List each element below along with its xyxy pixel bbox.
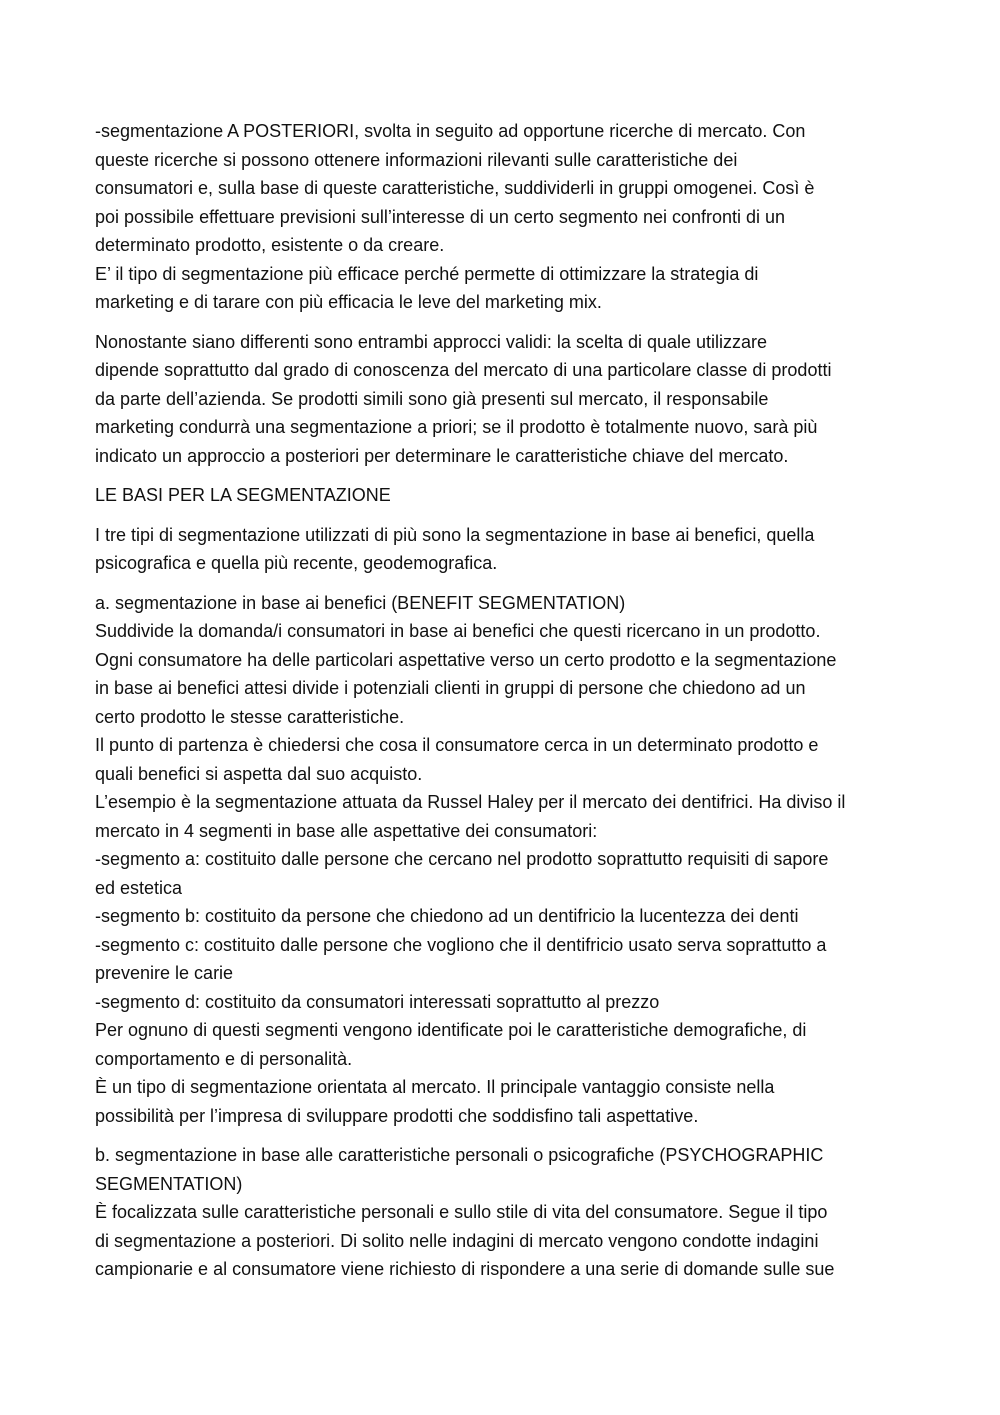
text-line: determinato prodotto, esistente o da creare.: [95, 235, 445, 255]
paragraph-psychographic-segmentation: [95, 1141, 910, 1284]
text-line: -segmento d: costituito da consumatori interessati soprattutto al prezzo: [95, 991, 660, 1012]
text-line: Suddivide la domanda/i consumatori in base ai benefici che questi ricercano in un prodotto.: [95, 621, 821, 641]
text-line: È focalizzata sulle caratteristiche personali e sullo stile di vita del consumatore. Segue il tipo: [95, 1202, 828, 1222]
text-line: Ogni consumatore ha delle particolari aspettative verso un certo prodotto e la segmentazione: [95, 649, 837, 670]
text-line: comportamento e di personalità.: [95, 1048, 353, 1069]
text-line: L’esempio è la segmentazione attuata da Russel Haley per il mercato dei dentifrici. Ha diviso il: [95, 792, 846, 812]
section-heading: [95, 481, 910, 510]
document-page: [95, 117, 910, 1295]
heading-text: LE BASI PER LA SEGMENTAZIONE: [95, 485, 391, 505]
text-line: mercato in 4 segmenti in base alle aspettative dei consumatori:: [95, 820, 598, 841]
text-line: ed estetica: [95, 877, 183, 898]
paragraph-posteriori: [95, 117, 910, 317]
text-line: queste ricerche si possono ottenere informazioni rilevanti sulle caratteristiche dei: [95, 149, 738, 170]
text-line: in base ai benefici attesi divide i potenziali clienti in gruppi di persone che chiedono ad un: [95, 678, 806, 698]
text-line: certo prodotto le stesse caratteristiche.: [95, 706, 405, 727]
text-line: -segmentazione A POSTERIORI, svolta in seguito ad opportune ricerche di mercato. Con: [95, 121, 806, 141]
text-line: Nonostante siano differenti sono entrambi approcci validi: la scelta di quale utilizzare: [95, 331, 768, 352]
text-line: marketing e di tarare con più efficacia le leve del marketing mix.: [95, 292, 602, 312]
text-line: SEGMENTATION): [95, 1173, 243, 1194]
text-line: Per ognuno di questi segmenti vengono identificate poi le caratteristiche demografiche, di: [95, 1020, 807, 1040]
text-line: poi possibile effettuare previsioni sull’interesse di un certo segmento nei confronti di un: [95, 206, 786, 227]
text-line: b. segmentazione in base alle caratteristiche personali o psicografiche (PSYCHOGRAPHIC: [95, 1145, 824, 1165]
paragraph-tre-tipi: [95, 521, 910, 578]
text-line: a. segmentazione in base ai benefici (BENEFIT SEGMENTATION): [95, 592, 626, 613]
paragraph-approcci: [95, 328, 910, 471]
text-line: psicografica e quella più recente, geodemografica.: [95, 553, 498, 573]
text-line: È un tipo di segmentazione orientata al mercato. Il principale vantaggio consiste nella: [95, 1077, 775, 1097]
text-line: -segmento c: costituito dalle persone che vogliono che il dentifricio usato serva soprattutto a: [95, 934, 827, 955]
text-line: indicato un approccio a posteriori per determinare le caratteristiche chiave del mercato.: [95, 445, 789, 466]
text-line: prevenire le carie: [95, 963, 234, 983]
text-line: E’ il tipo di segmentazione più efficace perché permette di ottimizzare la strategia di: [95, 263, 759, 284]
text-line: -segmento b: costituito da persone che chiedono ad un dentifricio la lucentezza dei denti: [95, 906, 799, 926]
text-line: quali benefici si aspetta dal suo acquisto.: [95, 763, 423, 784]
paragraph-benefit-segmentation: [95, 589, 910, 1131]
text-line: da parte dell’azienda. Se prodotti simili sono già presenti sul mercato, il responsabile: [95, 388, 769, 409]
text-line: possibilità per l’impresa di sviluppare prodotti che soddisfino tali aspettative.: [95, 1105, 699, 1126]
text-line: consumatori e, sulla base di queste caratteristiche, suddividerli in gruppi omogenei. Così è: [95, 178, 815, 198]
text-line: dipende soprattutto dal grado di conoscenza del mercato di una particolare classe di prodotti: [95, 360, 832, 380]
text-line: Il punto di partenza è chiedersi che cosa il consumatore cerca in un determinato prodotto e: [95, 735, 819, 755]
text-line: di segmentazione a posteriori. Di solito nelle indagini di mercato vengono condotte indagini: [95, 1230, 819, 1251]
text-line: marketing condurrà una segmentazione a priori; se il prodotto è totalmente nuovo, sarà più: [95, 417, 818, 437]
text-line: -segmento a: costituito dalle persone che cercano nel prodotto soprattutto requisiti di sapore: [95, 849, 829, 869]
text-line: I tre tipi di segmentazione utilizzati di più sono la segmentazione in base ai benefici, quella: [95, 524, 815, 545]
text-line: campionarie e al consumatore viene richiesto di rispondere a una serie di domande sulle sue: [95, 1259, 835, 1279]
